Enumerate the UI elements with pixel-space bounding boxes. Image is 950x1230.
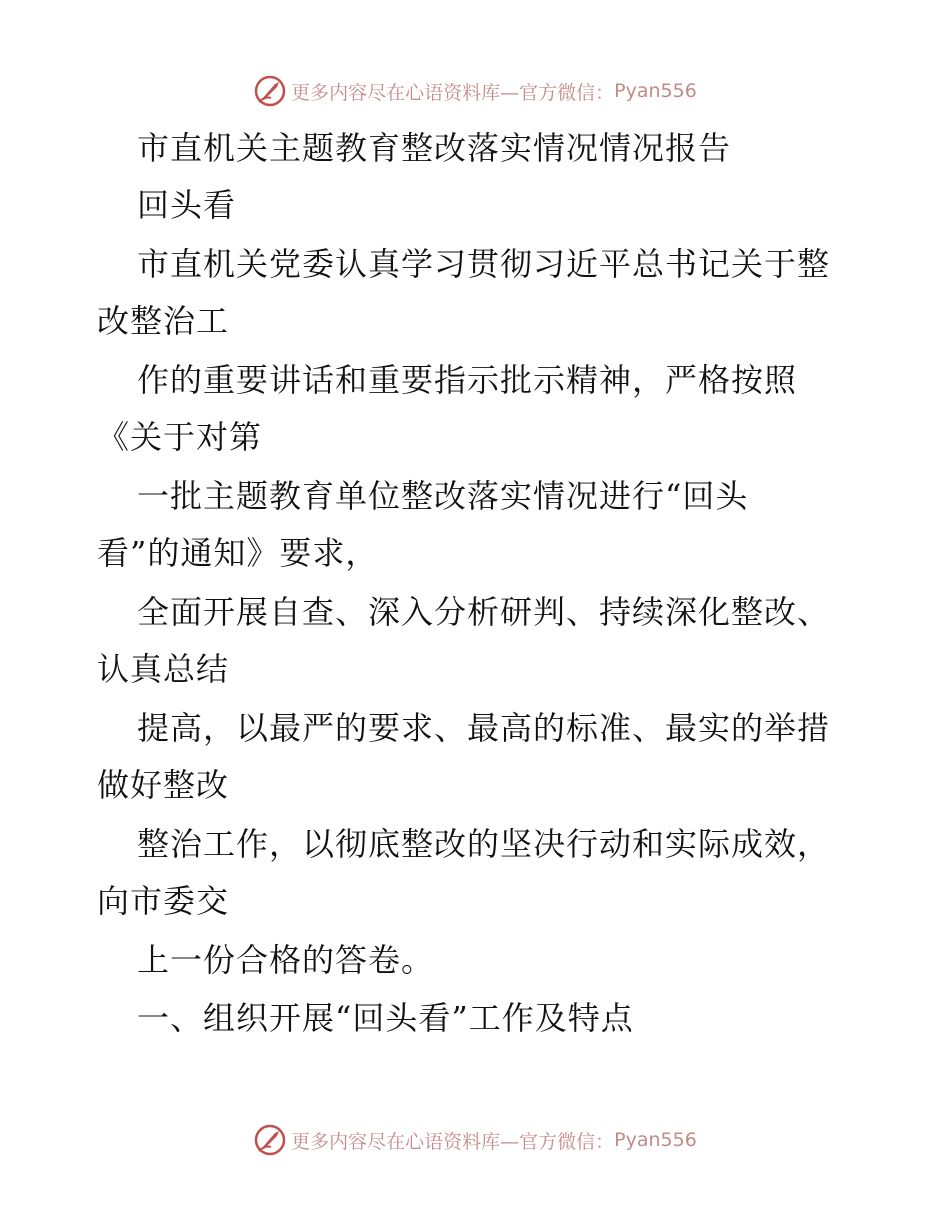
text-line: 做好整改 [97, 766, 230, 804]
text-line: 《关于对第 [97, 418, 263, 456]
section-heading: 一、组织开展“回头看”工作及特点 [137, 999, 634, 1037]
text-line: 看”的通知》要求， [97, 534, 379, 572]
quill-pen-logo-icon [253, 1123, 287, 1157]
text-line: 全面开展自查、深入分析研判、持续深化整改、 [137, 593, 831, 631]
quill-pen-logo-icon [253, 74, 287, 108]
document-title: 市直机关主题教育整改落实情况情况报告 [137, 129, 732, 167]
text-line: 市直机关党委认真学习贯彻习近平总书记关于整 [137, 245, 831, 283]
text-line: 回头看 [137, 186, 237, 224]
text-line: 认真总结 [97, 650, 230, 688]
text-line: 作的重要讲话和重要指示批示精神，严格按照 [137, 361, 798, 399]
text-line: 提高，以最严的要求、最高的标准、最实的举措 [137, 709, 831, 747]
text-line: 改整治工 [97, 302, 230, 340]
header-watermark [0, 71, 950, 111]
footer-watermark [0, 1120, 950, 1160]
watermark-wechat-id: Pyan556 [614, 1129, 697, 1151]
text-line: 向市委交 [97, 882, 230, 920]
watermark-text: 更多内容尽在心语资料库—官方微信： [291, 81, 615, 104]
text-line: 整治工作，以彻底整改的坚决行动和实际成效， [137, 825, 831, 863]
watermark-wechat-id: Pyan556 [614, 80, 697, 102]
text-line: 一批主题教育单位整改落实情况进行“回头 [137, 477, 749, 515]
text-line: 上一份合格的答卷。 [137, 941, 435, 979]
watermark-text: 更多内容尽在心语资料库—官方微信： [291, 1130, 615, 1153]
